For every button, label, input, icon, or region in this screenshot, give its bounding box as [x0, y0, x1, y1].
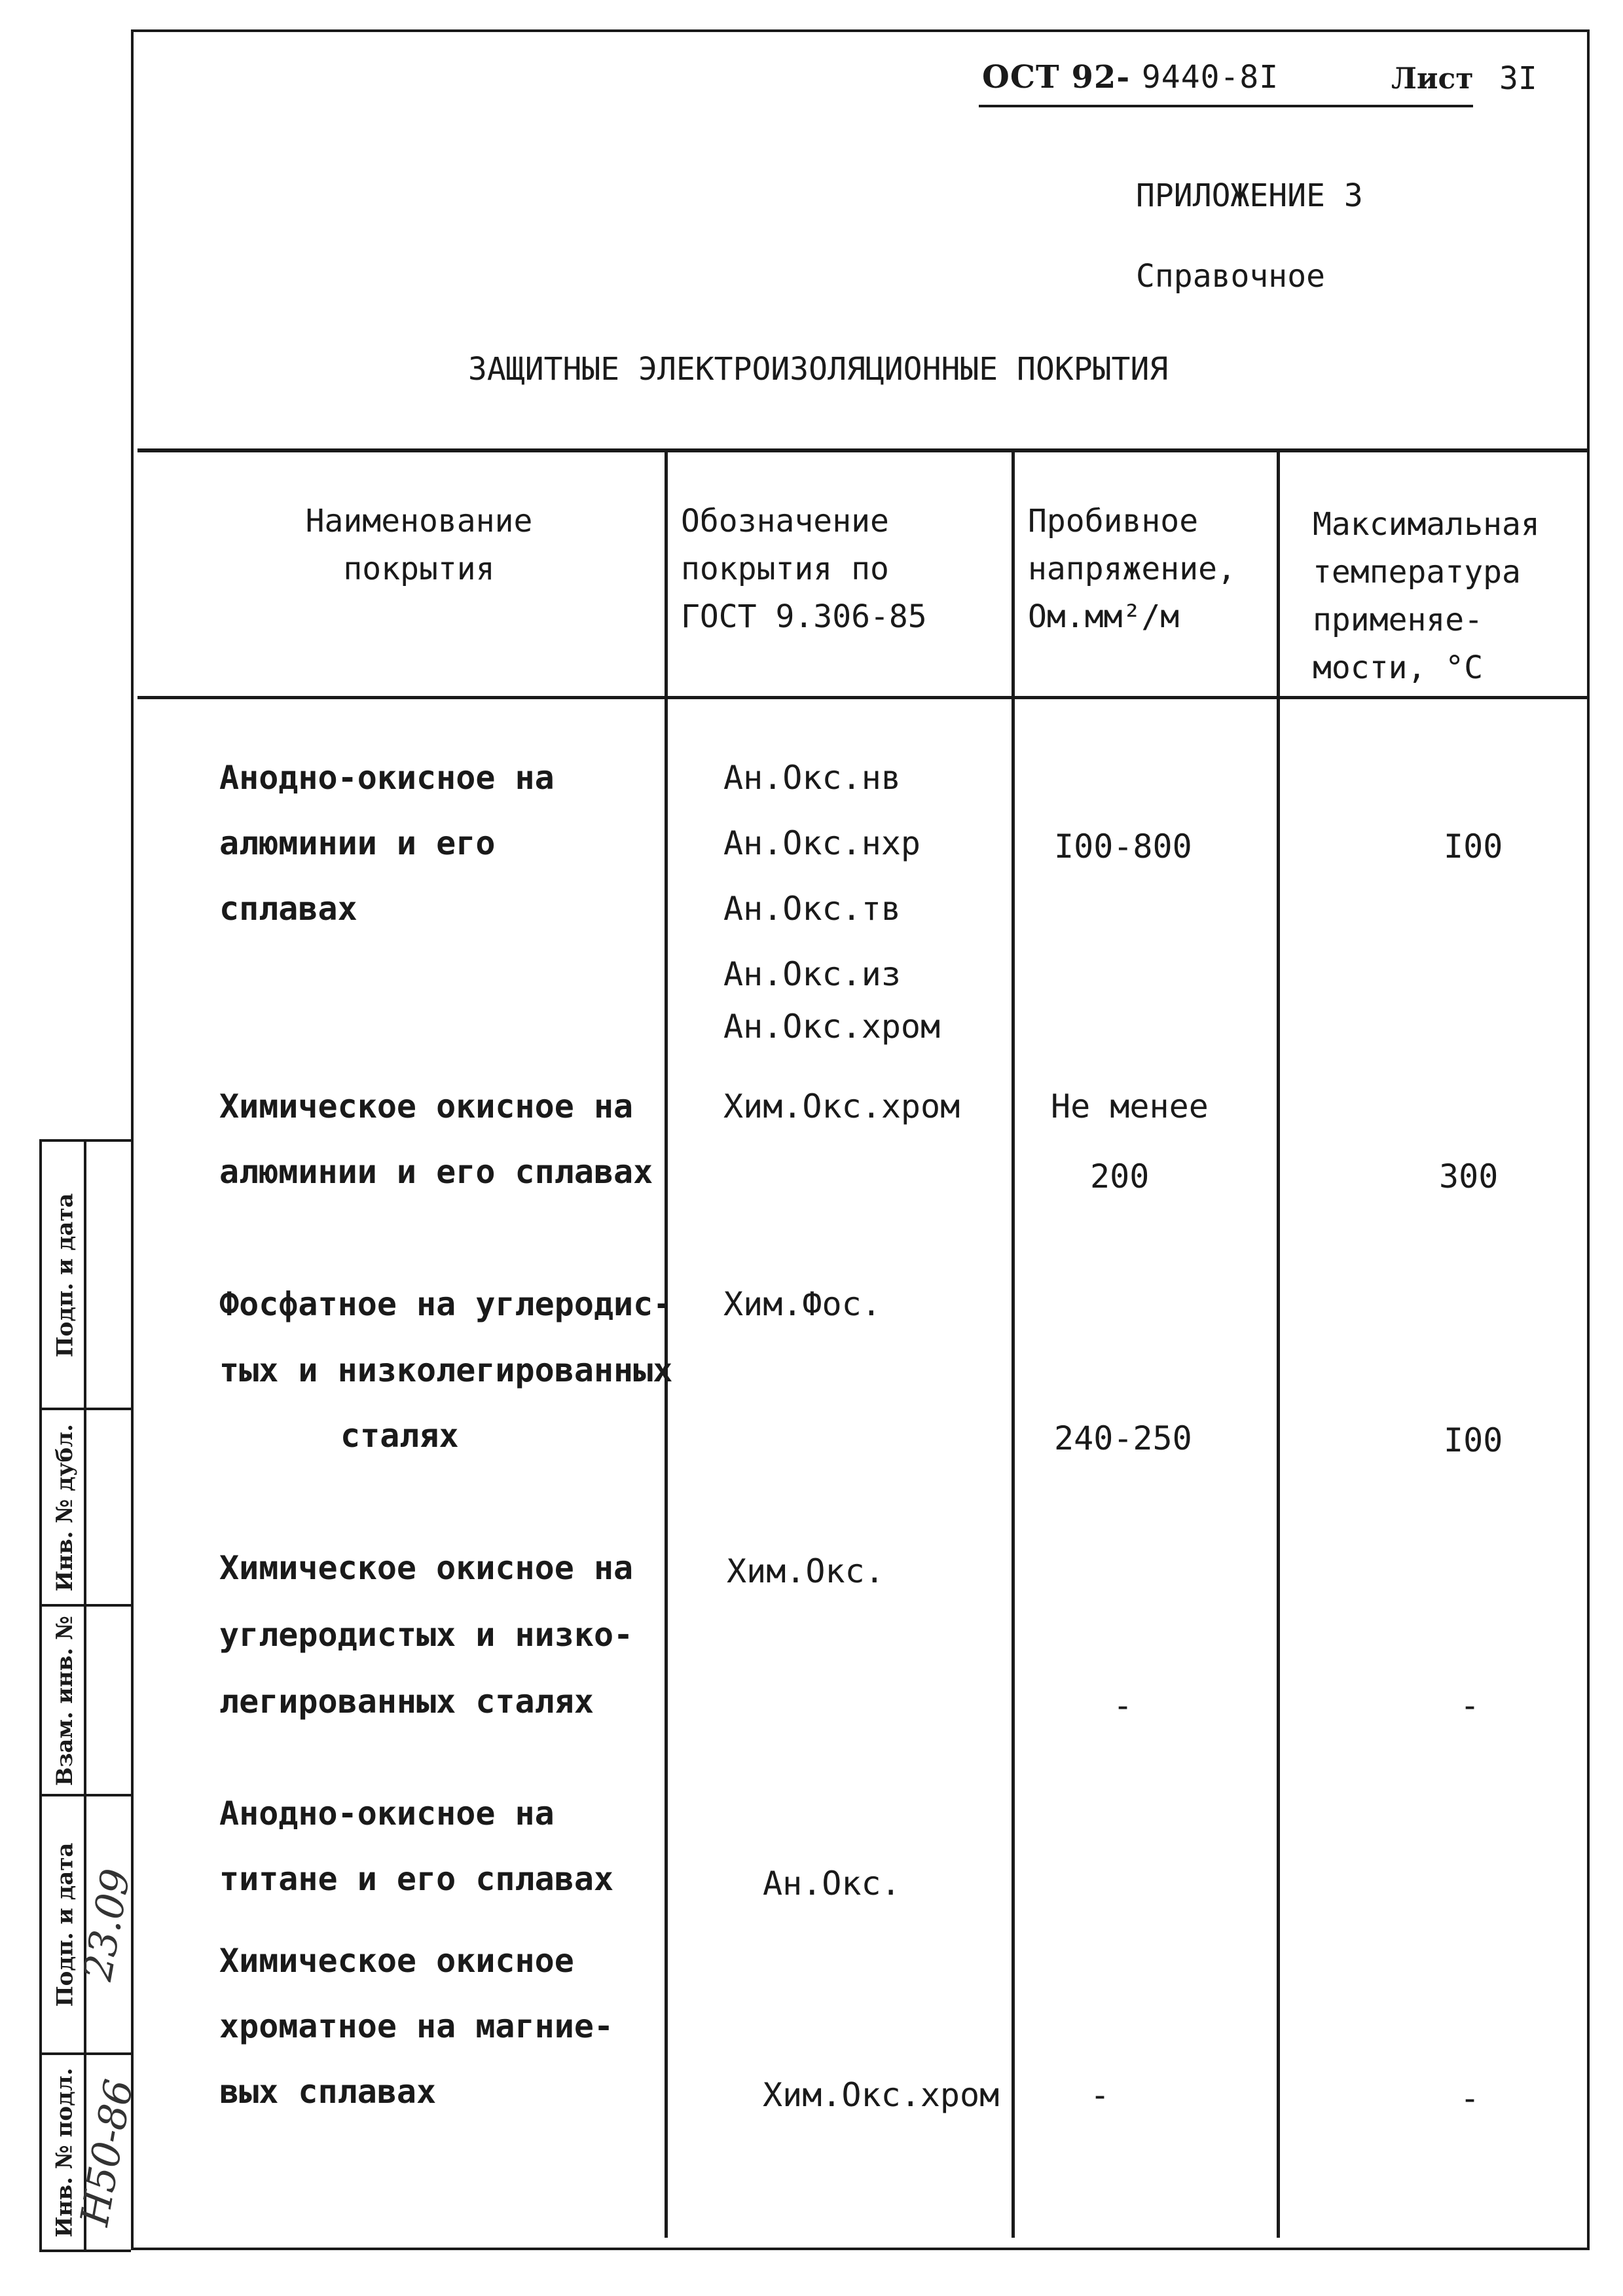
table-cell-designation: Хим.Окс.хром: [763, 2076, 1000, 2114]
table-cell-name: Анодно-окисное на: [219, 759, 555, 797]
table-cell-designation: Хим.Окс.: [727, 1552, 884, 1590]
table-cell-name: углеродистых и низко-: [219, 1616, 634, 1654]
table-cell-name: алюминии и его: [219, 824, 496, 862]
table-cell-temperature: -: [1460, 2079, 1480, 2117]
side-stamp-row-line: [39, 2052, 131, 2055]
doc-code-number: 9440-8I: [1141, 59, 1279, 96]
table-cell-name: Анодно-окисное на: [219, 1795, 555, 1832]
column-header-voltage: Пробивное напряжение, Ом.мм²/м: [1028, 503, 1236, 635]
handwritten-date: 23.09: [75, 1865, 140, 1984]
table-cell-designation: Ан.Окс.хром: [723, 1008, 941, 1046]
table-header-border: [137, 696, 1588, 699]
table-cell-voltage: -: [1090, 2076, 1110, 2114]
table-cell-name: Фосфатное на углеродис-: [219, 1285, 673, 1323]
column-divider-2: [1012, 450, 1015, 2238]
table-cell-voltage: I00-800: [1054, 828, 1192, 866]
side-label-replace-inv: Взам. инв. №: [52, 1615, 78, 1786]
table-cell-name: сталях: [340, 1417, 459, 1455]
table-cell-name: Химическое окисное: [219, 1942, 574, 1980]
table-cell-voltage: Не менее: [1051, 1087, 1209, 1125]
side-label-sign-date-2: Подп. и дата: [52, 1193, 79, 1357]
table-cell-name: сплавах: [219, 890, 357, 928]
table-cell-name: хроматное на магние-: [219, 2007, 614, 2045]
side-stamp-row-line: [39, 1408, 131, 1410]
side-stamp-row-line: [39, 1604, 131, 1607]
handwritten-inv-number: Н50-86: [71, 2075, 143, 2229]
column-divider-1: [665, 450, 668, 2238]
page-title: ЗАЩИТНЫЕ ЭЛЕКТРОИЗОЛЯЦИОННЫЕ ПОКРЫТИЯ: [468, 351, 1169, 388]
column-header-designation: Обозначение покрытия по ГОСТ 9.306-85: [681, 503, 927, 635]
side-label-inv-dup: Инв. № дубл.: [52, 1423, 79, 1592]
table-cell-name: титане и его сплавах: [219, 1860, 614, 1898]
table-cell-name: тых и низколегированных: [219, 1351, 673, 1389]
table-cell-name: легированных сталях: [219, 1683, 594, 1721]
table-cell-name: Химическое окисное на: [219, 1087, 634, 1125]
table-top-border: [137, 448, 1588, 452]
doc-code-prefix: ОСТ 92-: [982, 59, 1131, 96]
table-cell-designation: Хим.Фос.: [723, 1285, 881, 1323]
column-header-temperature: Максимальная температура применяе- мости, °С: [1313, 506, 1540, 686]
table-cell-name: вых сплавах: [219, 2073, 437, 2111]
table-cell-designation: Ан.Окс.нв: [723, 759, 901, 797]
table-cell-designation: Хим.Окс.хром: [723, 1087, 960, 1125]
appendix-label: ПРИЛОЖЕНИЕ 3: [1136, 177, 1363, 214]
sheet-label: Лист: [1391, 62, 1474, 96]
appendix-type: Справочное: [1136, 258, 1325, 295]
doc-code: [982, 59, 1279, 96]
side-label-inv-orig: Инв. № подл.: [52, 2067, 79, 2238]
table-cell-temperature: 300: [1439, 1157, 1499, 1195]
table-cell-voltage: 240-250: [1054, 1419, 1192, 1457]
table-cell-name: алюминии и его сплавах: [219, 1153, 653, 1191]
table-cell-temperature: I00: [1444, 828, 1503, 866]
table-cell-designation: Ан.Окс.тв: [723, 890, 901, 928]
column-header-name: Наименование покрытия: [305, 503, 533, 587]
table-cell-voltage: -: [1113, 1686, 1133, 1724]
table-cell-designation: Ан.Окс.: [763, 1865, 901, 1903]
sheet-number: 3I: [1499, 60, 1537, 97]
table-cell-designation: Ан.Окс.из: [723, 955, 901, 993]
table-cell-designation: Ан.Окс.нхр: [723, 824, 921, 862]
side-stamp-row-line: [39, 1794, 131, 1796]
table-cell-voltage: 200: [1090, 1157, 1150, 1195]
side-label-sign-date: Подп. и дата: [52, 1842, 79, 2007]
table-cell-temperature: -: [1460, 1686, 1480, 1724]
doc-code-underline: [979, 105, 1473, 107]
table-cell-temperature: I00: [1444, 1421, 1503, 1459]
column-divider-3: [1277, 450, 1280, 2238]
table-cell-name: Химическое окисное на: [219, 1549, 634, 1587]
